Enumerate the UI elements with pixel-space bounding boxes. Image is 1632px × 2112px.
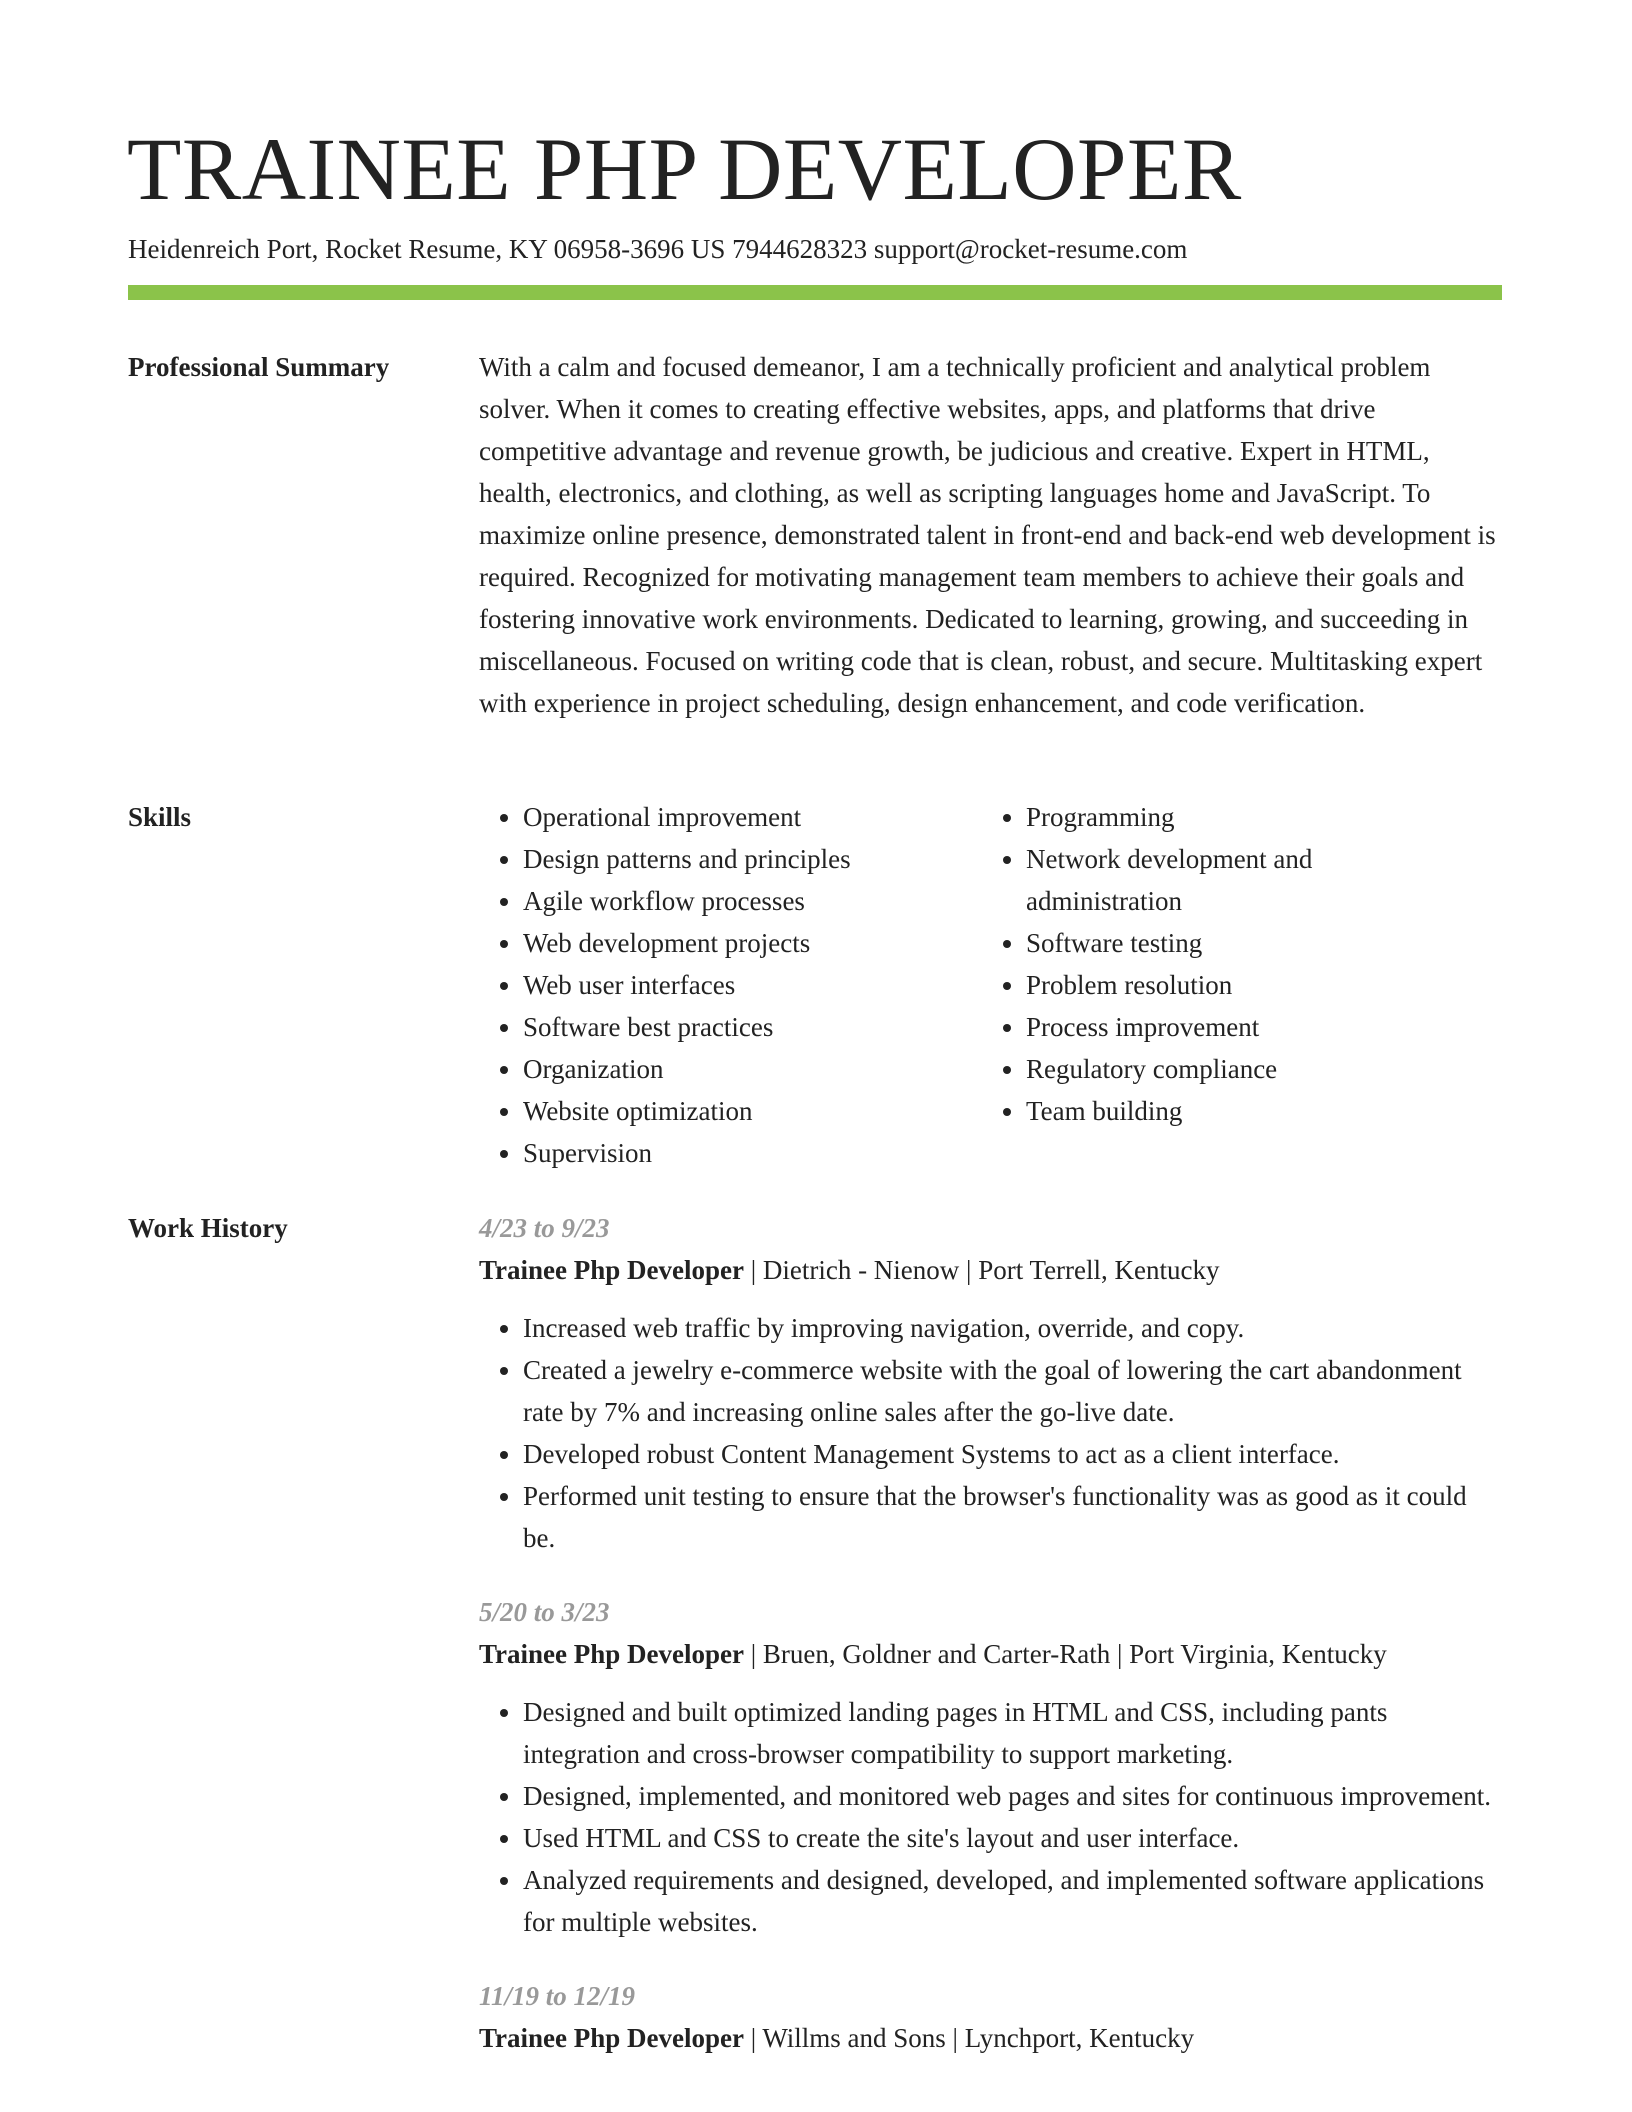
job-bullet: • Analyzed requirements and designed, developed, and implemented software applications for multiple websites.: [523, 1859, 1502, 1943]
skill-item: • Software best practices: [523, 1006, 982, 1048]
job-bullet: • Performed unit testing to ensure that the browser's functionality was as good as it could be.: [523, 1475, 1502, 1559]
job-dates: 4/23 to 9/23: [479, 1213, 610, 1243]
skill-item: • Supervision: [523, 1132, 982, 1174]
job-bullet: • Increased web traffic by improving navigation, override, and copy.: [523, 1307, 1502, 1349]
job-entry: [479, 1975, 1502, 2059]
skill-item: • Team building: [1026, 1090, 1446, 1132]
job-entry: [479, 1591, 1502, 1943]
skills-label: Skills: [128, 802, 192, 832]
summary-label: Professional Summary: [128, 352, 390, 382]
job-employer-location: | Dietrich - Nienow | Port Terrell, Kentucky: [743, 1255, 1220, 1285]
skill-item: • Operational improvement: [523, 796, 982, 838]
header-divider: [128, 285, 1502, 300]
job-bullet: • Created a jewelry e-commerce website with the goal of lowering the cart abandonment rate by 7% and increasing online sales after the go-live date.: [523, 1349, 1502, 1433]
work-history-body: [479, 1207, 1502, 2091]
skill-item: • Software testing: [1026, 922, 1446, 964]
job-bullet: • Designed and built optimized landing pages in HTML and CSS, including pants integration and cross-browser compatibility to support marketing.: [523, 1691, 1502, 1775]
skill-item: • Regulatory compliance: [1026, 1048, 1446, 1090]
job-bullet: • Designed, implemented, and monitored web pages and sites for continuous improvement.: [523, 1775, 1502, 1817]
skill-item: • Process improvement: [1026, 1006, 1446, 1048]
job-dates: 11/19 to 12/19: [479, 1981, 636, 2011]
job-bullet-list: [479, 1691, 1502, 1943]
work-history-label: Work History: [128, 1213, 288, 1243]
job-bullet: • Used HTML and CSS to create the site's layout and user interface.: [523, 1817, 1502, 1859]
job-title: Trainee Php Developer: [479, 2023, 744, 2053]
job-dates: 5/20 to 3/23: [479, 1597, 610, 1627]
job-heading: [479, 2017, 1502, 2059]
skill-item: • Agile workflow processes: [523, 880, 982, 922]
summary-body: [479, 346, 1502, 724]
job-heading: [479, 1633, 1502, 1675]
job-entry: [479, 1207, 1502, 1559]
skill-item: • Design patterns and principles: [523, 838, 982, 880]
skill-item: • Network development and administration: [1026, 838, 1446, 922]
skill-item: • Web user interfaces: [523, 964, 982, 1006]
summary-text: With a calm and focused demeanor, I am a technically proficient and analytical problem solver. When it comes to creating effective websites, apps, and platforms that drive competitive advantage and revenue growth, be judicious and creative. Expert in HTML, health, electronics, and clothing, as well as scripting languages home and JavaScript. To maximize online presence, demonstrated talent in front-end and back-end web development is required. Recognized for motivating management team members to achieve their goals and fostering innovative work environments. Dedicated to learning, growing, and succeeding in miscellaneous. Focused on writing code that is clean, robust, and secure. Multitasking expert with experience in project scheduling, design enhancement, and code verification.: [479, 352, 1496, 718]
job-employer-location: | Bruen, Goldner and Carter-Rath | Port Virginia, Kentucky: [743, 1639, 1387, 1669]
skills-list-left: [479, 796, 982, 1174]
skill-item: • Website optimization: [523, 1090, 982, 1132]
skills-body: [479, 796, 1502, 1174]
skills-columns: [479, 796, 1502, 1174]
skill-item: • Organization: [523, 1048, 982, 1090]
skill-item: • Web development projects: [523, 922, 982, 964]
skill-item: • Problem resolution: [1026, 964, 1446, 1006]
job-title: Trainee Php Developer: [479, 1639, 744, 1669]
job-employer-location: | Willms and Sons | Lynchport, Kentucky: [743, 2023, 1195, 2053]
job-heading: [479, 1249, 1502, 1291]
job-bullet-list: [479, 1307, 1502, 1559]
skills-list-right: [982, 796, 1446, 1174]
job-bullet: • Developed robust Content Management Systems to act as a client interface.: [523, 1433, 1502, 1475]
contact-line: Heidenreich Port, Rocket Resume, KY 06958-3696 US 7944628323 support@rocket-resume.com: [128, 234, 1188, 264]
skill-item: • Programming: [1026, 796, 1446, 838]
job-title: Trainee Php Developer: [479, 1255, 744, 1285]
resume-title: TRAINEE PHP DEVELOPER: [127, 121, 1242, 219]
